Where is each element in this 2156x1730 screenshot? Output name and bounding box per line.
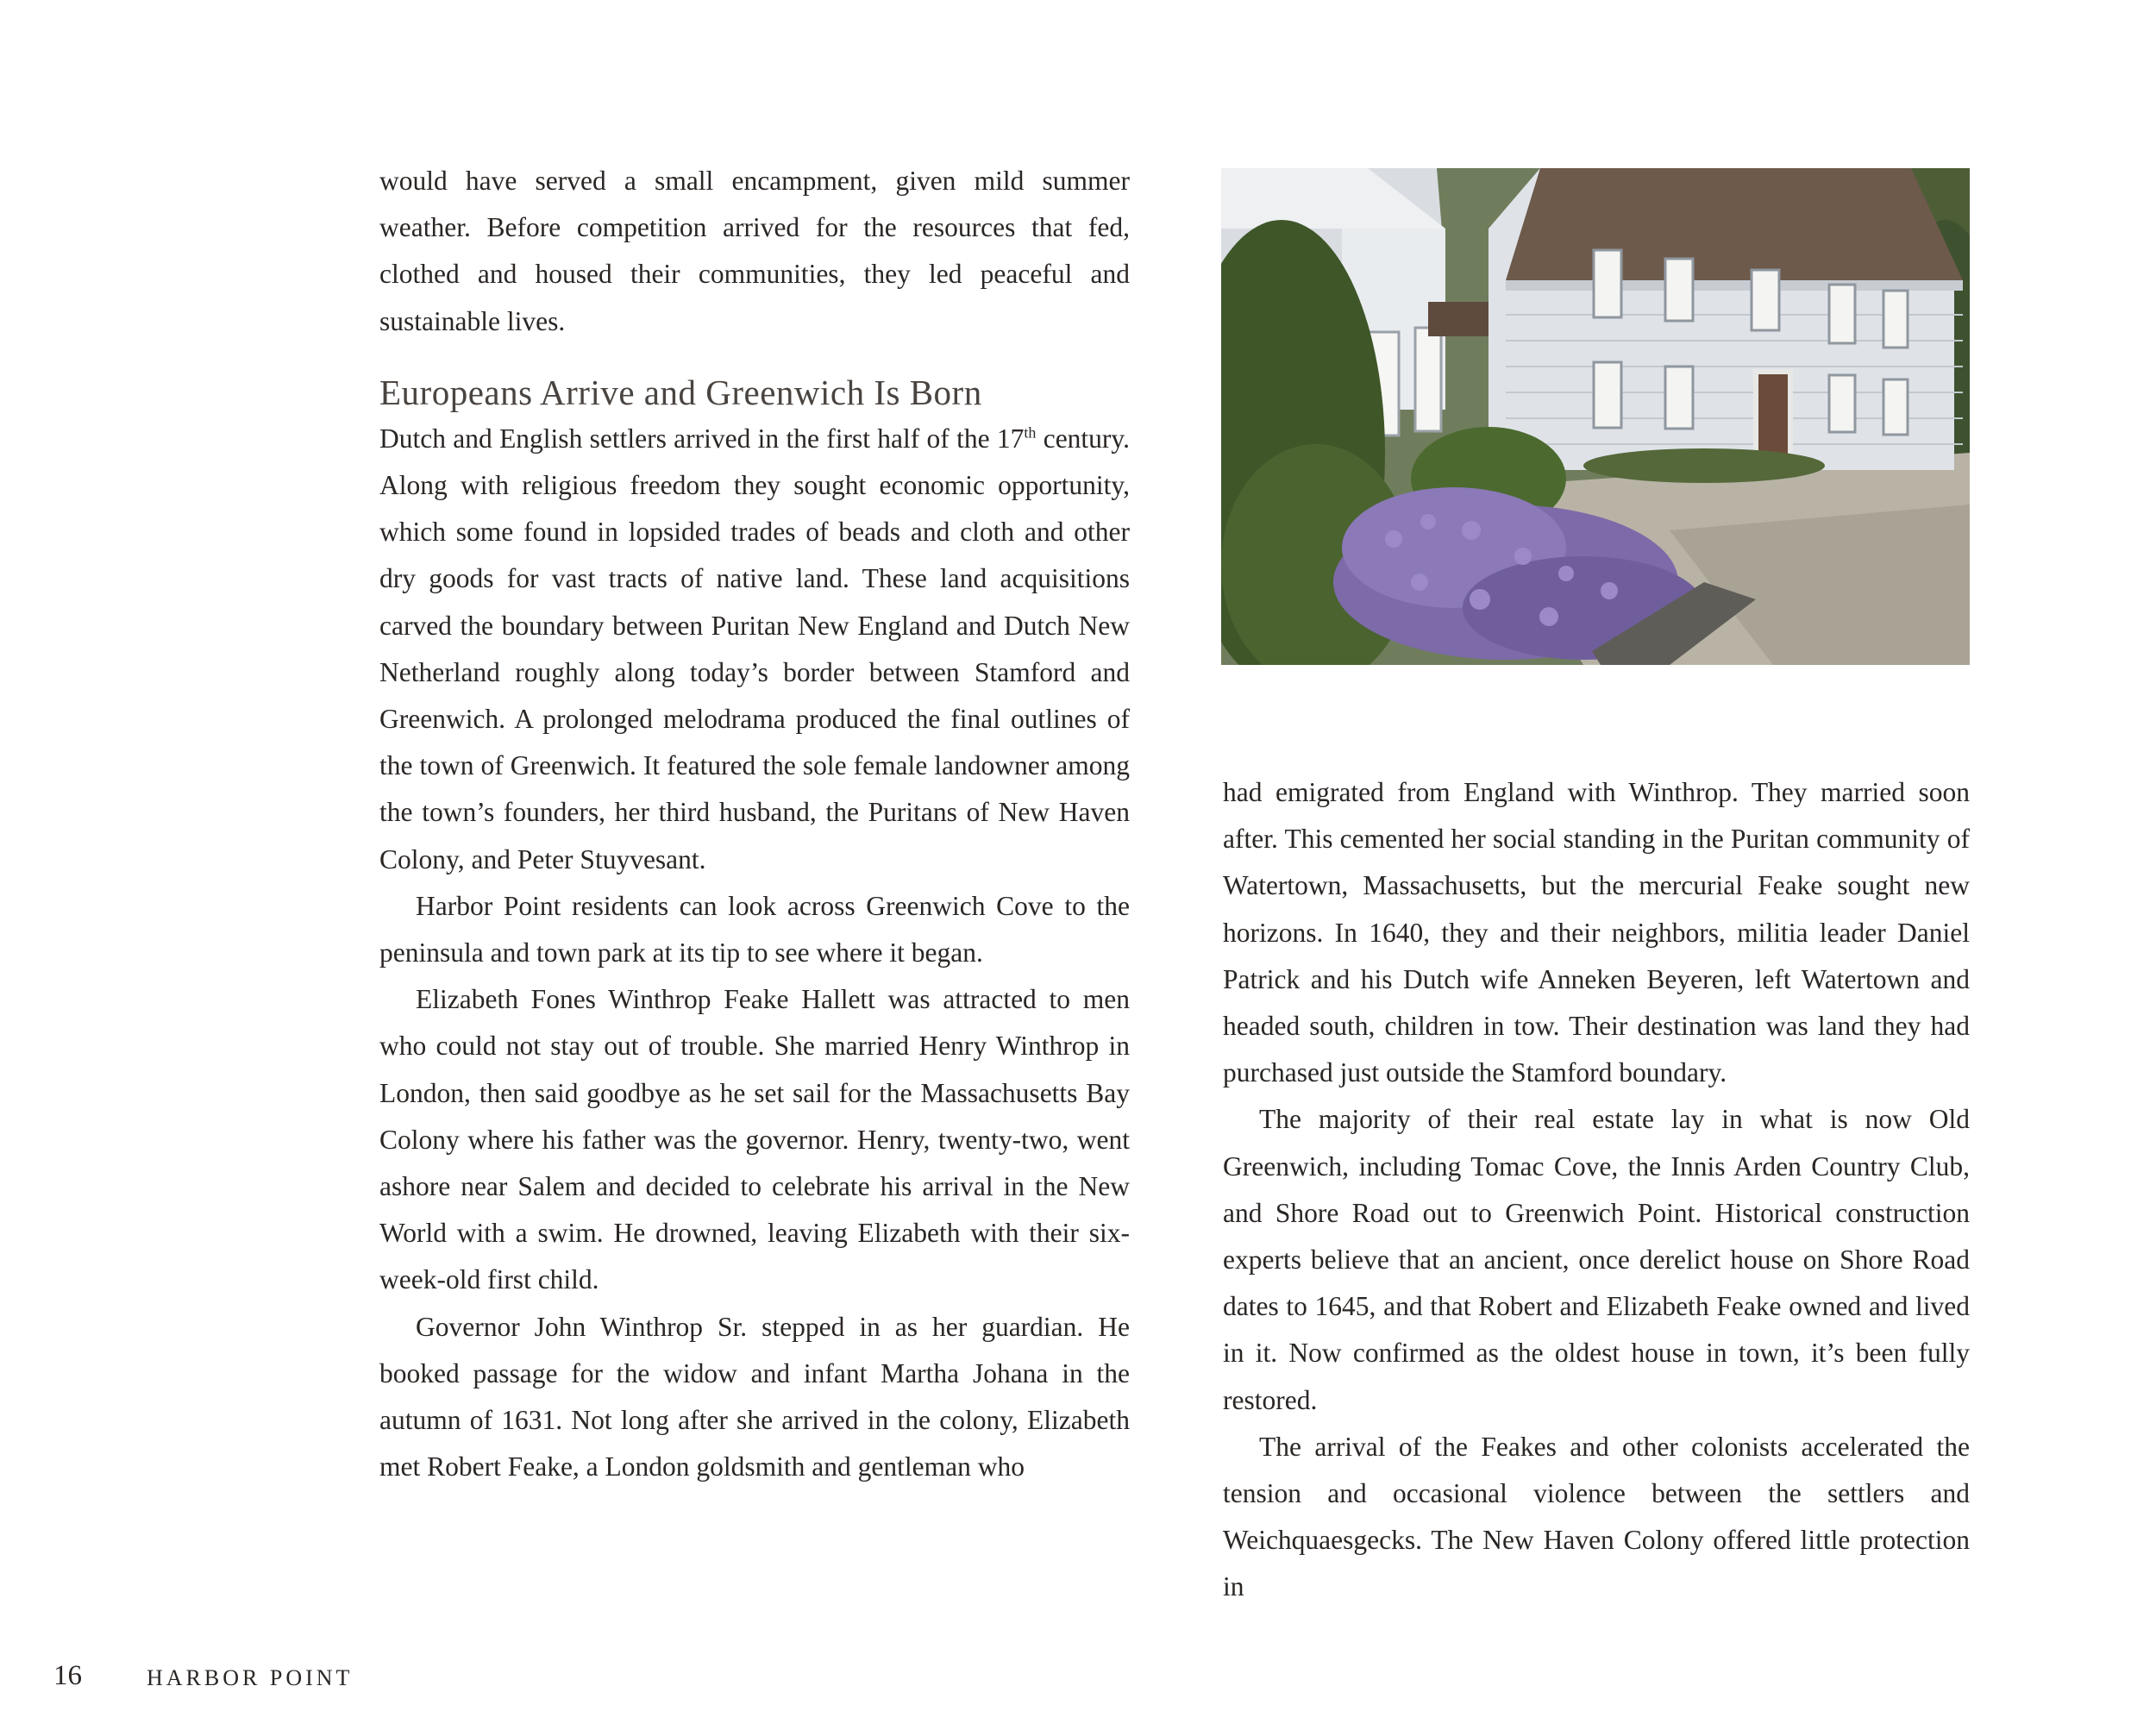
page-number: 16 <box>53 1660 82 1691</box>
running-head: HARBOR POINT <box>147 1665 354 1690</box>
right-paragraph-1: had emigrated from England with Winthrop. They married soon after. This cemented her social standing in the Puritan community of Watertown, Massachusetts, but the mercurial Feake sought new horizons. In 1640, they and their neighbors, militia leader Daniel Patrick and his Dutch wife Anneken Beyeren, left Watertown and headed south, children in tow. Their destination was land they had purchased just outside the Stamford boundary. <box>1223 777 1970 1088</box>
house-photo <box>1221 168 1970 665</box>
section-heading: Europeans Arrive and Greenwich Is Born <box>379 372 982 412</box>
right-paragraph-3: The arrival of the Feakes and other colonists accelerated the tension and occasional violence between the settlers and Weichquaesgecks. The New Haven Colony offered little protection in <box>1223 1431 1970 1602</box>
body-paragraph-4: Governor John Winthrop Sr. stepped in as her guardian. He booked passage for the widow and infant Martha Johana in the autumn of 1631. Not long after she arrived in the colony, Elizabeth met Robert Feake, a London goldsmith and gentleman who <box>379 1311 1130 1482</box>
superscript-th: th <box>1024 423 1037 442</box>
body-paragraph-1 <box>379 416 1130 883</box>
body-paragraph-1-end: century. Along with religious freedom they sought economic opportunity, which some found in lopsided trades of beads and cloth and other dry goods for vast tracts of native land. These land acquisitions carved the boundary between Puritan New England and Dutch New Netherland roughly along today’s border between Stamford and Greenwich. A prolonged melodrama produced the final outlines of the town of Greenwich. It featured the sole female landowner among the town’s founders, her third husband, the Puritans of New Haven Colony, and Peter Stuyvesant. <box>379 423 1130 874</box>
intro-paragraph: would have served a small encampment, given mild summer weather. Before competition arrived for the resources that fed, clothed and housed their communities, they led peaceful and sustainable lives. <box>379 166 1130 336</box>
body-paragraph-3: Elizabeth Fones Winthrop Feake Hallett was attracted to men who could not stay out of trouble. She married Henry Winthrop in London, then said goodbye as he set sail for the Massachusetts Bay Colony where his father was the governor. Henry, twenty-two, went ashore near Salem and decided to celebrate his arrival in the New World with a swim. He drowned, leaving Elizabeth with their six-week-old first child. <box>379 984 1130 1295</box>
right-column <box>1223 769 1970 1611</box>
left-column <box>379 158 1130 1490</box>
house-photo-illustration <box>1221 168 1970 665</box>
body-paragraph-1-start: Dutch and English settlers arrived in the first half of the 17 <box>379 423 1025 454</box>
body-paragraph-2: Harbor Point residents can look across Greenwich Cove to the peninsula and town park at its tip to see where it began. <box>379 890 1130 968</box>
right-paragraph-2: The majority of their real estate lay in what is now Old Greenwich, including Tomac Cove, the Innis Arden Country Club, and Shore Road out to Greenwich Point. Historical construction experts believe that an ancient, once derelict house on Shore Road dates to 1645, and that Robert and Elizabeth Feake owned and lived in it. Now confirmed as the oldest house in town, it’s been fully restored. <box>1223 1104 1970 1415</box>
